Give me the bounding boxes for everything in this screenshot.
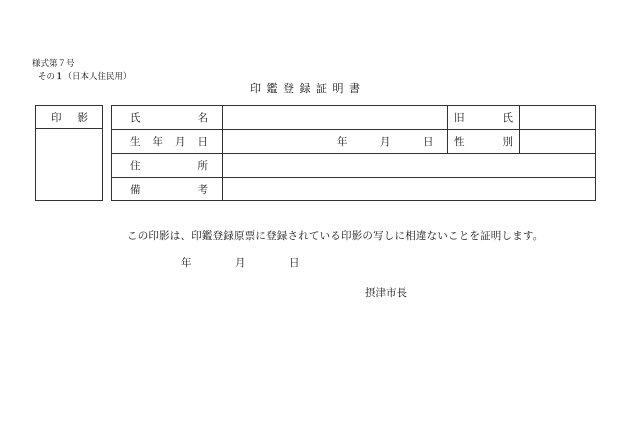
label-column-divider (222, 106, 223, 200)
form-sub-prefix: その (38, 72, 56, 82)
name-label: 氏 名 (130, 112, 208, 124)
issue-day-unit: 日 (289, 257, 300, 269)
birth-month-unit: 月 (380, 136, 391, 148)
form-sub-note: （日本人住民用） (63, 72, 132, 82)
seal-impression-box (35, 105, 103, 201)
form-sub-number: １ (55, 72, 64, 82)
address-label: 住 所 (130, 160, 208, 172)
document-title: 印鑑登録証明書 (250, 82, 366, 95)
birth-day-unit: 日 (423, 136, 434, 148)
seal-label-left: 印 (51, 111, 62, 124)
issue-year-unit: 年 (181, 257, 192, 269)
certification-statement: この印影は、印鑑登録原票に登録されている印影の写しに相違ないことを証明します。 (127, 230, 544, 242)
remarks-label: 備 考 (130, 184, 208, 196)
seal-label-right: 影 (77, 111, 88, 124)
issue-month-unit: 月 (235, 257, 246, 269)
seal-header (36, 106, 102, 129)
sub-label-divider (447, 106, 448, 153)
form-number: 様式第７号 (32, 59, 75, 69)
issuer-name: 摂津市長 (365, 287, 407, 299)
birthdate-label: 生 年 月 日 (130, 136, 208, 148)
sex-label: 性 別 (454, 136, 513, 148)
form-subtitle (38, 70, 132, 82)
sub-value-divider (519, 106, 520, 153)
registrant-info-table (111, 105, 596, 201)
former-name-label: 旧 氏 (454, 112, 513, 124)
birth-year-unit: 年 (337, 136, 348, 148)
